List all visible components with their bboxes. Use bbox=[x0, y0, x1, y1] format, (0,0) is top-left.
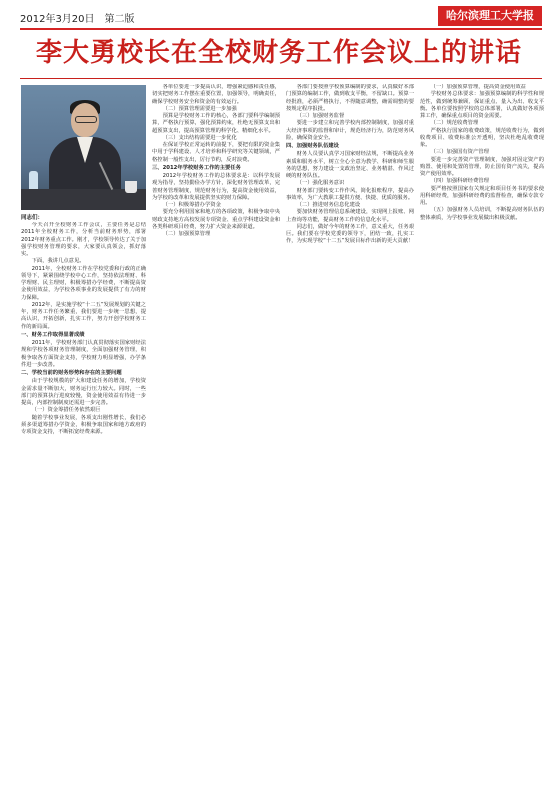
article-paragraph: 各部门要按照学校预算编制的要求，认真做好本部门预算的编制工作，做到收支平衡，不留缺口。预算一经批准，必须严格执行，不得随意调整，确需调整的要按规定程序报批。 bbox=[286, 84, 414, 112]
headline: 李大勇校长在全校财务工作会议上的讲话 bbox=[35, 38, 522, 68]
article-paragraph: 要加快财务管理信息系统建设，实现网上报账、网上查询等功能，提高财务工作的信息化水平。 bbox=[286, 209, 414, 223]
article-paragraph: 随着学校事业发展，各项支出刚性增长，我们必须多渠道筹措办学资金，积极争取国家和地方政府的专项资金支持，不断拓宽经费来源。 bbox=[21, 414, 146, 435]
article-paragraph: （五）加强财务人员培训，不断提高财务队伍的整体素质，为学校事业发展做出积极贡献。 bbox=[420, 207, 544, 221]
cup-icon bbox=[125, 181, 137, 193]
article-paragraph: （二）加强预算管理 bbox=[162, 231, 211, 237]
article-column-2 bbox=[152, 84, 280, 790]
article-paragraph: 2011年，全校财务工作在学校党委和行政的正确领导下，紧紧围绕学校中心工作，坚持依法理财、科学理财、民主理财，积极筹措办学经费，不断提高资金使用效益，为学校各项事业的发展提供了有力的财力保障。 bbox=[21, 265, 146, 301]
article-paragraph: 学校财务总体要求：加强预算编制的科学性和规范性，做到统筹兼顾、保证重点、量入为出、收支平衡。各单位要按照学校的总体部署，认真做好各项预算工作，确保重点项目的资金需要。 bbox=[420, 91, 544, 119]
article-paragraph: （三）加强国有资产管理 bbox=[430, 149, 489, 156]
date-issue: 2012年3月20日 第二版 bbox=[20, 14, 135, 25]
article-paragraph: （四）加强科研经费管理 bbox=[430, 178, 489, 185]
article-paragraph: 一、财务工作取得显著成绩 bbox=[21, 331, 85, 338]
article-paragraph: 今天召开全校财务工作会议，主要任务是总结2011年全校财务工作，分析当前财务形势，部署2012年财务重点工作。刚才，学校领导传达了关于加强学校财务管理的要求，大家要认真领会，抓好落实。 bbox=[21, 222, 146, 257]
article-paragraph: 在保证学校正常运转的前提下，要把有限的资金集中用于学科建设、人才培养和科学研究等关键领域，严格控制一般性支出，厉行节约，反对浪费。 bbox=[152, 142, 280, 163]
article-paragraph: 要进一步建立和完善学校内部控制制度，加强对重大经济事项的监督和审计，规范经济行为，防范财务风险，确保资金安全。 bbox=[286, 120, 414, 141]
article-paragraph: 二、学校当前的财务形势和存在的主要问题 bbox=[21, 370, 122, 376]
article-paragraph: 下面，我讲几点意见。 bbox=[31, 258, 85, 265]
photo-caption: 同志们： bbox=[21, 215, 44, 221]
article-paragraph: 由于学校规模的扩大和建设任务的增加，学校资金需求量不断加大，财务运行压力较大。同时，一些部门的预算执行进度较慢，资金使用效益有待进一步提高，内部控制制度还需进一步完善。 bbox=[21, 378, 146, 406]
article-column-4 bbox=[420, 84, 544, 790]
article-column-1 bbox=[21, 222, 146, 790]
article-paragraph: 2012年，是实施学校“十二五”发展规划的关键之年，财务工作任务繁重，我们要进一步统一思想，提高认识，开拓创新，扎实工作，努力开创学校财务工作的新局面。 bbox=[21, 301, 146, 330]
article-paragraph: （二）规范收费管理 bbox=[430, 120, 479, 127]
article-paragraph: 同志们，做好今年的财务工作，意义重大，任务艰巨。我们要在学校党委的领导下，团结一致，扎实工作，为实现学校“十二五”发展目标作出新的更大贡献！ bbox=[286, 223, 414, 245]
article-paragraph: 2011年，学校财务部门认真贯彻落实国家财经法规和学校各项财务管理制度，全面加强财务管理，积极争取各方面资金支持，学校财力明显增强，办学条件进一步改善。 bbox=[21, 340, 146, 368]
article-paragraph: （三）加强财务监督 bbox=[296, 113, 345, 119]
top-rule bbox=[20, 28, 542, 30]
article-paragraph: 财务人员要认真学习国家财经法规，不断提高业务素质和服务水平，树立全心全意为教学、科研和师生服务的思想，努力建设一支政治坚定、业务精湛、作风过硬的财务队伍。 bbox=[286, 151, 414, 179]
article-paragraph: 要充分利用国家和地方的各项政策，积极争取中央财政支持地方高校发展专项资金、重点学科建设资金和各类科研项目经费，努力扩大资金来源渠道。 bbox=[152, 209, 280, 230]
article-paragraph: （一）强化服务意识 bbox=[296, 180, 345, 187]
article-paragraph: 各单位要进一步提高认识，增强紧迫感和责任感，切实把财务工作摆在重要位置，加强领导，明确责任，确保学校财务安全和资金的有效运行。 bbox=[152, 84, 280, 105]
article-paragraph: （一）加强预算管理，提高资金使用效益 bbox=[430, 84, 526, 90]
article-paragraph: 要严格按照国家有关规定和项目任务书的要求使用科研经费，加强科研经费的监督检查，确保专款专用。 bbox=[420, 185, 544, 206]
article-paragraph: 四、加强财务队伍建设 bbox=[286, 143, 339, 149]
article-paragraph: （二）预算管理需要进一步加强 bbox=[162, 105, 237, 112]
masthead bbox=[0, 0, 550, 30]
article-paragraph: 2012年学校财务工作的总体要求是：以科学发展观为指导，坚持勤俭办学方针，深化财务管理改革，完善财务管理制度，规范财务行为，提高资金使用效益，为学校的改革和发展提供坚实的财力保障。 bbox=[152, 173, 280, 201]
school-nameplate: 哈尔滨理工大学报 bbox=[438, 6, 542, 26]
article-paragraph: （一）积极筹措办学资金 bbox=[162, 202, 221, 208]
headline-rule bbox=[20, 78, 542, 79]
article-column-3 bbox=[286, 84, 414, 790]
article-paragraph: （二）推进财务信息化建设 bbox=[296, 202, 361, 208]
article-paragraph: 要进一步完善资产管理制度，加强对固定资产的购置、使用和处置的管理，防止国有资产流失，提高资产使用效率。 bbox=[420, 156, 544, 177]
article-paragraph: 财务部门要转变工作作风，简化报账程序，提高办事效率，为广大教职工提供方便、快捷、优质的服务。 bbox=[286, 187, 414, 201]
article-paragraph: （三）支出结构需要进一步优化 bbox=[162, 134, 237, 141]
article-paragraph: 严格执行国家的收费政策，规范收费行为，做到收费项目、收费标准公开透明，坚决杜绝乱收费现象。 bbox=[420, 127, 544, 148]
speaker-photo bbox=[21, 85, 146, 210]
article-paragraph: 预算是学校财务工作的核心，各部门要科学编制预算，严格执行预算，强化预算约束，杜绝无预算支出和超预算支出，提高预算管理的科学化、精细化水平。 bbox=[152, 113, 280, 134]
article-paragraph: 三、2012年学校财务工作的主要任务 bbox=[152, 164, 241, 171]
article-paragraph: （一）资金筹措任务依然艰巨 bbox=[31, 407, 101, 414]
